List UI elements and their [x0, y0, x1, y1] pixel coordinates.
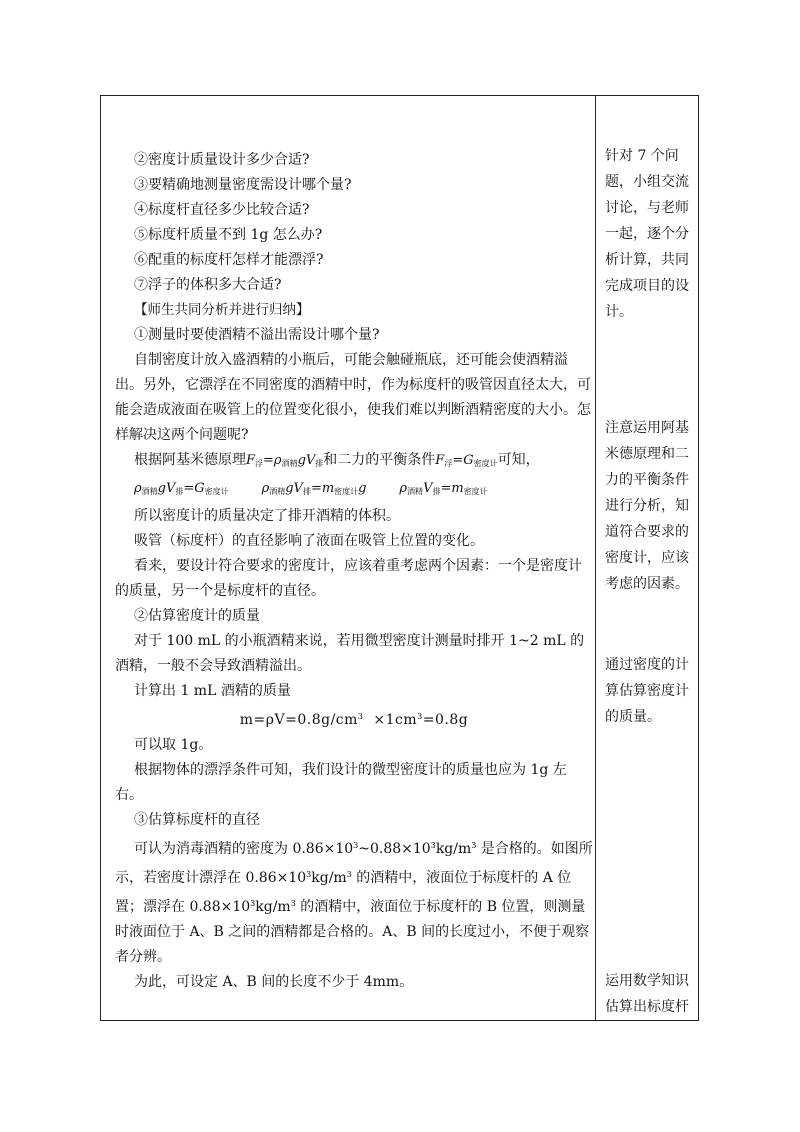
subscript: 密度计	[204, 487, 229, 496]
formula-suffix: 可知，	[497, 452, 540, 468]
superscript: 3	[471, 841, 477, 850]
note-2: 注意运用阿基米德原理和二力的平衡条件进行分析，知道符合要求的密度计，应该考虑的因素。	[605, 420, 689, 592]
section-heading: 【师生共同分析并进行归纳】	[134, 302, 310, 318]
question-3: ③要精确地测量密度需设计哪个量?	[134, 177, 352, 193]
symbol-gV: gV	[297, 453, 316, 468]
symbol-rho: ρ	[261, 481, 270, 496]
paragraph-6: 计算出 1 mL 酒精的质量	[134, 683, 291, 699]
subscript: 酒精	[141, 487, 158, 496]
symbol-gV: gV	[285, 481, 303, 496]
subscript: 密度计	[463, 487, 488, 496]
q1-title: ①测量时要使酒精不溢出需设计哪个量?	[134, 327, 380, 343]
subscript: 浮	[444, 459, 453, 468]
formula-prefix: 根据阿基米德原理	[134, 452, 246, 468]
subscript: 排	[432, 487, 441, 496]
symbol-F: F	[246, 453, 256, 468]
symbol-G: =G	[452, 453, 474, 468]
paragraph-7: 可以取 1g。	[134, 737, 213, 753]
question-5: ⑤标度杆质量不到 1g 怎么办?	[134, 227, 323, 243]
symbol-rho: ρ	[134, 481, 142, 496]
paragraph-9	[115, 833, 593, 970]
superscript: 3	[290, 899, 296, 908]
subscript: 排	[175, 487, 184, 496]
text-run: kg/m	[255, 899, 291, 915]
paragraph-1: 自制密度计放入盛酒精的小瓶后，可能会触碰瓶底，还可能会使酒精溢出。另外，它漂浮在不同密度的酒精中时，作为标度杆的吸管因直径太大，可能会造成液面在吸管上的位置变化很小，使我们难以判断酒精密度的大小。怎样解决这两个问题呢?	[115, 352, 591, 443]
superscript: 3	[430, 841, 436, 850]
subscript: 酒精	[407, 487, 424, 496]
q2-title: ②估算密度计的质量	[134, 608, 260, 624]
question-7: ⑦浮子的体积多大合适?	[134, 277, 282, 293]
note-4: 运用数学知识估算出标度杆	[605, 973, 689, 1015]
symbol-g: g	[358, 481, 367, 496]
mass-formula	[115, 704, 593, 733]
question-4: ④标度杆直径多少比较合适?	[134, 202, 310, 218]
paragraph-10: 为此，可设定 A、B 间的长度不少于 4mm。	[134, 974, 414, 990]
text-run: kg/m	[311, 870, 347, 886]
superscript: 3	[306, 870, 312, 879]
text-run: ~0.88×10	[358, 841, 431, 857]
paragraph-5: 对于 100 mL 的小瓶酒精来说，若用微型密度计测量时排开 1~2 mL 的酒精，一般不会导致酒精溢出。	[115, 633, 585, 674]
superscript: 3	[250, 899, 256, 908]
formula-mid: 和二力的平衡条件	[323, 452, 436, 468]
mass-formula-part: ×1cm	[363, 712, 418, 728]
q3-title: ③估算标度杆的直径	[134, 812, 260, 828]
question-2: ②密度计质量设计多少合适?	[134, 152, 310, 168]
subscript: 密度计	[334, 487, 359, 496]
symbol-rho: ρ	[399, 481, 408, 496]
main-content	[115, 148, 593, 995]
symbol-V: V	[423, 481, 433, 496]
superscript: 3	[357, 712, 364, 721]
formula-line-1	[115, 448, 593, 476]
subscript: 排	[315, 459, 324, 468]
paragraph-4: 看来，要设计符合要求的密度计，应该着重考虑两个因素：一个是密度计的质量，另一个是标度杆的直径。	[115, 558, 582, 599]
subscript: 排	[302, 487, 311, 496]
superscript: 3	[417, 712, 423, 721]
note-1: 针对 7 个问题，小组交流讨论，与老师一起，逐个分析计算，共同完成项目的设计。	[605, 148, 689, 320]
text-run: kg/m	[435, 841, 472, 857]
symbol-m: =m	[310, 481, 335, 496]
symbol-G: =G	[183, 481, 205, 496]
subscript: 酒精	[281, 459, 298, 468]
paragraph-2: 所以密度计的质量决定了排开酒精的体积。	[134, 508, 400, 524]
subscript: 密度计	[473, 459, 498, 468]
note-3: 通过密度的计算估算密度计的质量。	[605, 657, 689, 725]
column-divider	[595, 95, 596, 1021]
symbol-gV: gV	[157, 481, 176, 496]
superscript: 3	[353, 841, 359, 850]
subscript: 酒精	[269, 487, 286, 496]
mass-formula-part: =0.8g	[422, 712, 469, 728]
mass-formula-part: m=ρV=0.8g/cm	[239, 712, 358, 728]
formula-line-2	[115, 476, 593, 504]
text-run: 的酒精中，液面位于标度杆的 B 位置，则测量时液面位于 A、B 之间的酒精都是合格的。A、B 间的长度过小，不便于观察者分辨。	[115, 899, 590, 965]
subscript: 浮	[255, 459, 264, 468]
text-run: 是合格的。如图所示，若密度计漂浮在 0.86×10	[115, 841, 593, 886]
symbol-rho: =ρ	[263, 453, 282, 468]
paragraph-3: 吸管（标度杆）的直径影响了液面在吸管上位置的变化。	[134, 533, 484, 549]
paragraph-8: 根据物体的漂浮条件可知，我们设计的微型密度计的质量也应为 1g 左右。	[115, 762, 567, 803]
symbol-m: =m	[440, 481, 464, 496]
superscript: 3	[346, 870, 352, 879]
question-6: ⑥配重的标度杆怎样才能漂浮?	[134, 252, 324, 268]
text-run: 可认为消毒酒精的密度为 0.86×10	[134, 841, 354, 857]
symbol-F: F	[435, 453, 445, 468]
text-run: 的酒精中，液面位于标度杆的 A 位置；漂浮在 0.88×10	[115, 870, 572, 915]
